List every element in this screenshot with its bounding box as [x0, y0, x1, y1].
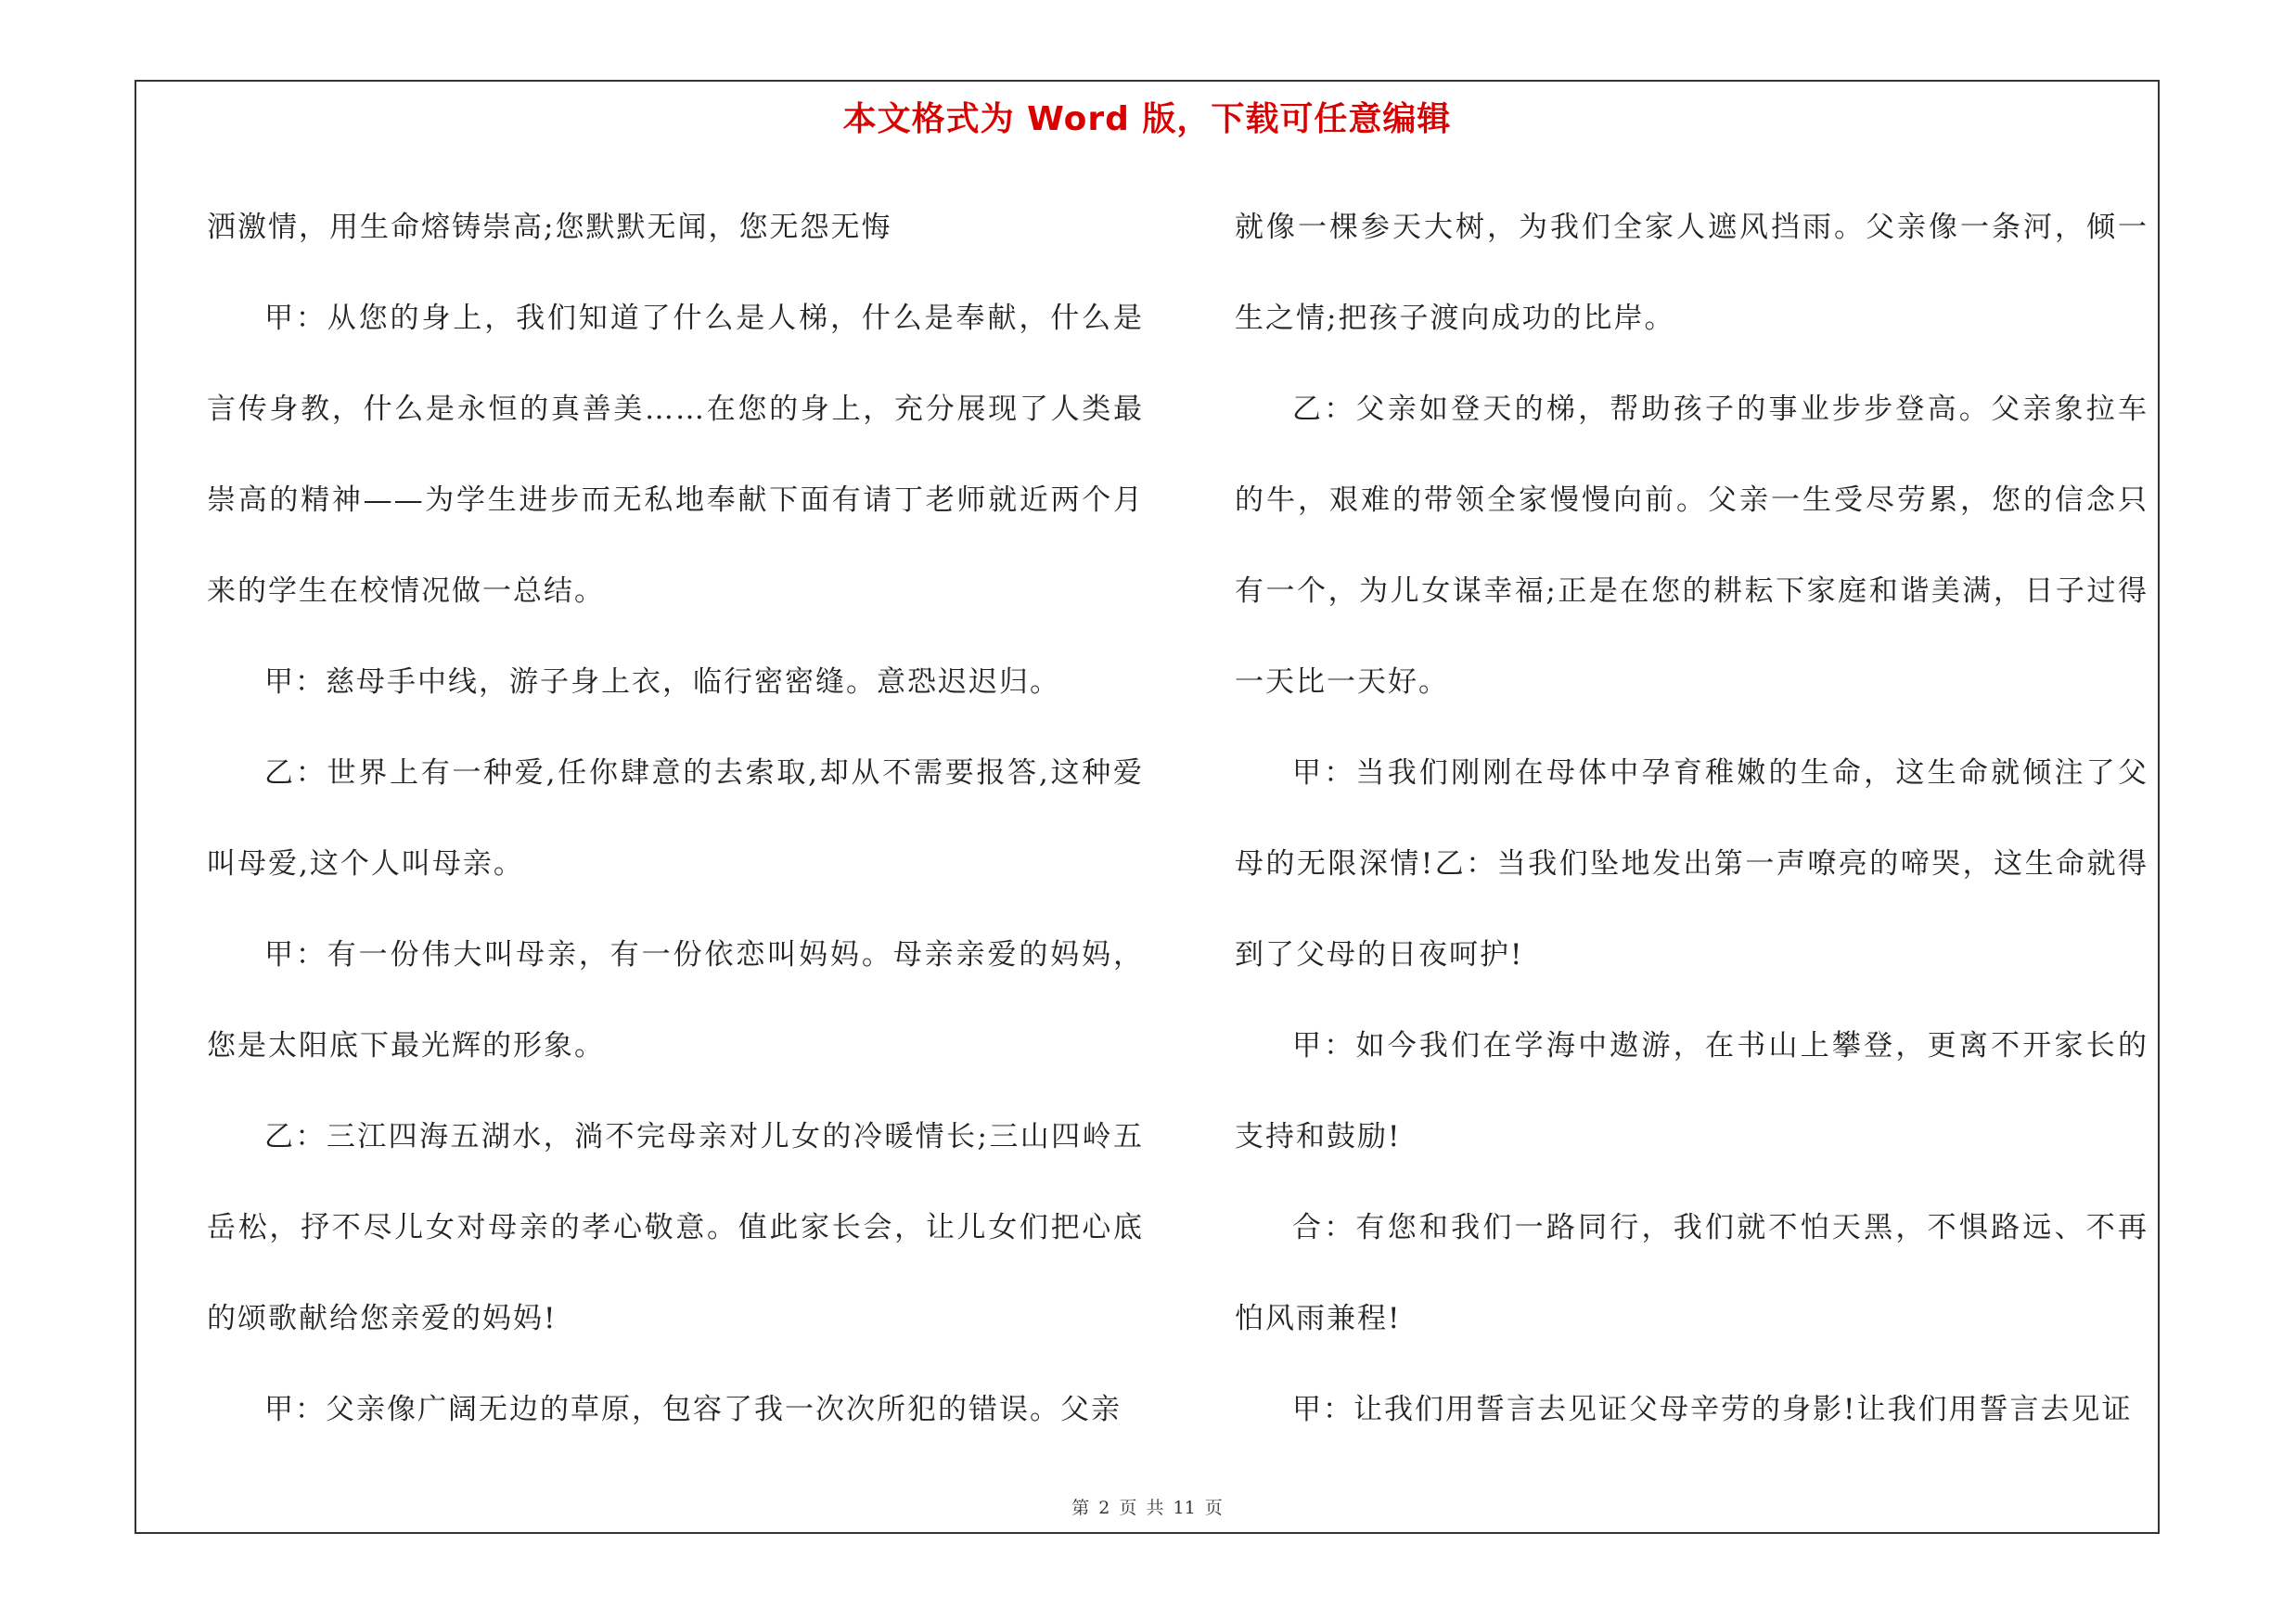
paragraph: 甲：让我们用誓言去见证父母辛劳的身影!让我们用誓言去见证: [1292, 1393, 2133, 1426]
paragraph: 乙：父亲如登天的梯，帮助孩子的事业步步登高。父亲象拉车的牛，艰难的带领全家慢慢向前。父亲一生受尽劳累，您的信念只有一个，为儿女谋幸福;正是在您的耕耘下家庭和谐美满，日子过得一天比一天好。: [1235, 393, 2148, 699]
header-banner: 本文格式为 Word 版，下载可任意编辑: [842, 100, 1452, 138]
paragraph: 甲：慈母手中线，游子身上衣，临行密密缝。意恐迟迟归。: [264, 665, 1060, 699]
document-page: [135, 80, 2160, 1534]
paragraph: 甲：有一份伟大叫母亲，有一份依恋叫妈妈。母亲亲爱的妈妈，您是太阳底下最光辉的形象。: [207, 938, 1144, 1063]
paragraph: 合：有您和我们一路同行，我们就不怕天黑，不惧路远、不再怕风雨兼程!: [1235, 1211, 2148, 1335]
paragraph: 甲：父亲像广阔无边的草原，包容了我一次次所犯的错误。父亲: [264, 1393, 1122, 1426]
paragraph: 甲：当我们刚刚在母体中孕育稚嫩的生命，这生命就倾注了父母的无限深情!乙：当我们坠地发出第一声嘹亮的啼哭，这生命就得到了父母的日夜呵护!: [1235, 756, 2148, 972]
right-column: [1235, 182, 2148, 1455]
page-number-footer: 第 2 页 共 11 页: [1071, 1498, 1223, 1518]
paragraph: 乙：世界上有一种爱,任你肆意的去索取,却从不需要报答,这种爱叫母爱,这个人叫母亲。: [207, 756, 1144, 881]
left-column: [207, 182, 1144, 1455]
paragraph: 就像一棵参天大树，为我们全家人遮风挡雨。父亲像一条河，倾一生之情;把孩子渡向成功的比岸。: [1235, 211, 2148, 335]
paragraph: 甲：如今我们在学海中遨游，在书山上攀登，更离不开家长的支持和鼓励!: [1235, 1029, 2148, 1153]
paragraph: 甲：从您的身上，我们知道了什么是人梯，什么是奉献，什么是言传身教，什么是永恒的真善美……在您的身上，充分展现了人类最崇高的精神——为学生进步而无私地奉献下面有请丁老师就近两个月来的学生在校情况做一总结。: [207, 302, 1144, 608]
paragraph: 乙：三江四海五湖水，淌不完母亲对儿女的冷暖情长;三山四岭五岳松，抒不尽儿女对母亲的孝心敬意。值此家长会，让儿女们把心底的颂歌献给您亲爱的妈妈!: [207, 1120, 1144, 1335]
paragraph: 洒激情，用生命熔铸崇高;您默默无闻，您无怨无悔: [207, 211, 892, 244]
